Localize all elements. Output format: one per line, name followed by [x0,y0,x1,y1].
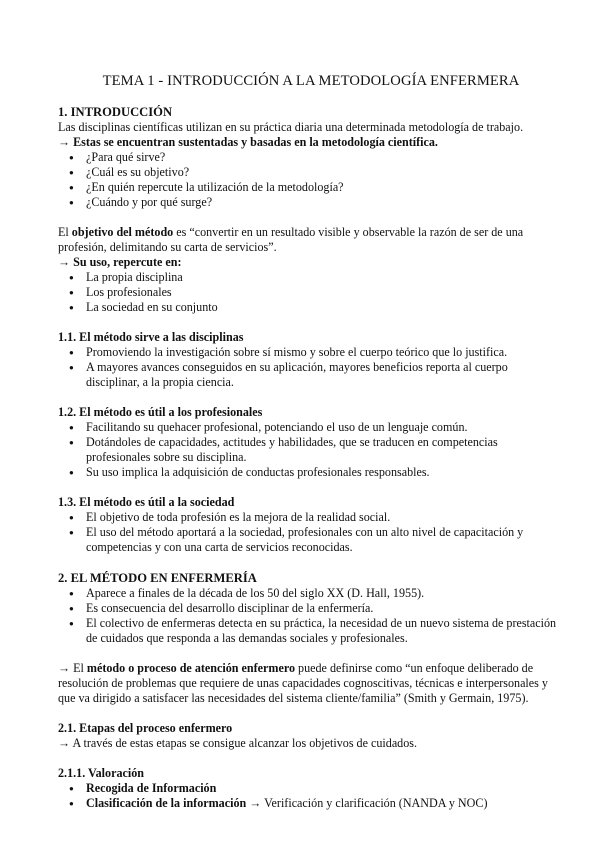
method-definition-paragraph: → El método o proceso de atención enfermero puede definirse como “un enfoque deliberado de resolución de problemas que requiere de unas capacidades cognoscitivas, técnicas e interpersonales y que va dirigido a satisfacer las necesidades del sistema cliente/familia” (Smith y Germain, 1975). [58,661,548,705]
section-1-1-list [58,345,564,390]
list-item: ● ¿Cuál es su objetivo? [58,165,564,180]
section-1-2-list [58,420,564,480]
section-2-1-heading: 2.1. Etapas del proceso enfermero [58,721,233,735]
list-item: ● ¿En quién repercute la utilización de la metodología? [58,180,564,195]
list-item: ● ¿Para qué sirve? [58,150,564,165]
use-list [58,270,564,315]
section-1-1-heading: 1.1. El método sirve a las disciplinas [58,330,244,344]
list-item: ● La sociedad en su conjunto [58,300,564,315]
section-2-1-text: → A través de estas etapas se consigue alcanzar los objetivos de cuidados. [58,736,418,750]
list-item: ● Clasificación de la información → Verificación y clarificación (NANDA y NOC) [58,796,564,811]
list-item: ● El objetivo de toda profesión es la mejora de la realidad social. [58,510,564,525]
list-item: ● ¿Cuándo y por qué surge? [58,195,564,210]
list-item: ● Los profesionales [58,285,564,300]
list-item: ● Promoviendo la investigación sobre sí mismo y sobre el cuerpo teórico que lo justifica. [58,345,564,360]
list-item: ● A mayores avances conseguidos en su aplicación, mayores beneficios reporta al cuerpo disciplinar, a la propia ciencia. [58,360,564,390]
questions-list [58,150,564,210]
section-1-2-heading: 1.2. El método es útil a los profesionales [58,405,263,419]
section-2-1-1-list [58,781,564,811]
list-item: ● Dotándoles de capacidades, actitudes y habilidades, que se traducen en competencias profesionales sobre su disciplina. [58,435,564,465]
section-1-3-heading: 1.3. El método es útil a la sociedad [58,495,235,509]
document-page [58,72,564,811]
section-1-heading: 1. INTRODUCCIÓN [58,105,173,119]
section-2-list [58,586,564,646]
section-1-arrow-statement: → Estas se encuentran sustentadas y basadas en la metodología científica. [58,135,438,149]
section-2-1-1-heading: 2.1.1. Valoración [58,766,145,780]
section-2-heading: 2. EL MÉTODO EN ENFERMERÍA [58,571,257,585]
list-item: ● El colectivo de enfermeras detecta en su práctica, la necesidad de un nuevo sistema de prestación de cuidados que responda a las demandas sociales y profesionales. [58,616,564,646]
list-item: ● Su uso implica la adquisición de conductas profesionales responsables. [58,465,564,480]
list-item: ● Facilitando su quehacer profesional, potenciando el uso de un lenguaje común. [58,420,564,435]
section-1-3-list [58,510,564,555]
list-item: ● Aparece a finales de la década de los 50 del siglo XX (D. Hall, 1955). [58,586,564,601]
list-item: ● Es consecuencia del desarrollo disciplinar de la enfermería. [58,601,564,616]
list-item: ● Recogida de Información [58,781,564,796]
objective-paragraph: El objetivo del método es “convertir en un resultado visible y observable la razón de ser de una profesión, delimitando su carta de servicios”. [58,225,524,254]
document-title: TEMA 1 - INTRODUCCIÓN A LA METODOLOGÍA ENFERMERA [102,73,520,89]
section-1-intro: Las disciplinas científicas utilizan en su práctica diaria una determinada metodología de trabajo. [58,120,524,134]
list-item: ● La propia disciplina [58,270,564,285]
use-label: → Su uso, repercute en: [58,255,182,269]
list-item: ● El uso del método aportará a la sociedad, profesionales con un alto nivel de capacitación y competencias y con una carta de servicios reconocidas. [58,525,564,555]
